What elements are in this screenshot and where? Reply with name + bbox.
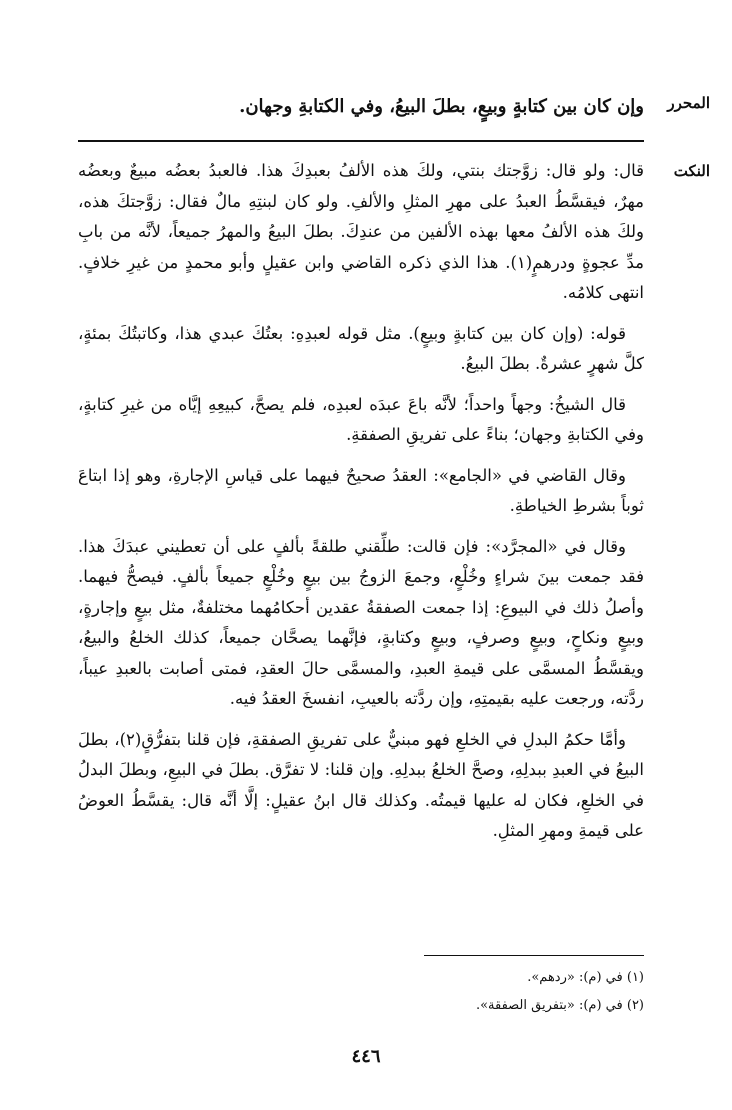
paragraph-1: قال: ولو قال: زوَّجتك بنتي، ولكَ هذه الألفُ بعبدِكَ هذا. فالعبدُ بعضُه مبيعٌ وبعضُه مهرٌ، فيقسَّطُ العبدُ على مهرِ المثلِ والألفِ. ولو كان لبنتِهِ مالٌ فقال: زوَّجتكَ هذه، ولكَ هذه الألفُ معها بهذه الألفين من عندِكَ. بطلَ البيعُ والمهرُ جميعاً، لأنَّه من بابِ مدِّ عجوةٍ ودرهمٍ(١). هذا الذي ذكره القاضي وابن عقيلٍ وأبو محمدٍ من غيرِ خلافٍ. انتهى كلامُه. [78,161,644,302]
nukat-body [78,156,644,857]
paragraph-3: قال الشيخُ: وجهاً واحداً؛ لأنَّه باعَ عبدَه لعبدِه، فلم يصحَّ، كبيعِهِ إيَّاه من غيرِ كتابةٍ، وفي الكتابةِ وجهان؛ بناءً على تفريقِ الصفقةِ. [78,394,644,444]
footnote-2: (٢) في (م): «بتفريق الصفقة». [475,998,644,1013]
muharrar-label: المحرر [667,94,710,112]
header-divider [78,140,644,142]
footnotes [78,964,644,1020]
page-number: ٤٤٦ [351,1046,381,1067]
paragraph-4: وقال القاضي في «الجامع»: العقدُ صحيحٌ فيهما على قياسِ الإجارةِ، وهو إذا ابتاعَ ثوباً بشرطِ الخياطةِ. [78,465,644,515]
paragraph-6: وأمَّا حكمُ البدلِ في الخلعِ فهو مبنيٌّ على تفريقِ الصفقةِ، فإن قلنا بتفرُّقٍ(٢)، بطلَ البيعُ في العبدِ ببدلِهِ، وصحَّ الخلعُ ببدلِهِ. وإن قلنا: لا تفرَّق. بطلَ في البيعِ، وبطلَ البدلُ في الخلعِ، فكان له عليها قيمتُه. وكذلك قال ابنُ عقيلٍ: إلَّا أنَّه قال: يقسَّطُ العوضُ على قيمةِ ومهرِ المثلِ. [78,729,644,840]
nukat-label: النكت [673,162,710,180]
muharrar-text: وإن كان بين كتابةٍ وبيعٍ، بطلَ البيعُ، وفي الكتابةِ وجهان. [239,96,644,117]
paragraph-5: وقال في «المجرَّد»: فإن قالت: طلِّقني طلقةً بألفٍ على أن تعطيني عبدَكَ هذا. فقد جمعت بينَ شراءٍ وخُلْعٍ، وجمعَ الزوجُ بين بيعٍ وخُلْعٍ جميعاً بألفٍ. فيصحُّ فيهما. وأصلُ ذلك في البيوعِ: إذا جمعت الصفقةُ عقدين أحكامُهما مختلفةٌ، مثل بيعٍ وإجارةٍ، وبيعٍ ونكاحٍ، وبيعٍ وصرفٍ، وبيعٍ وكتابةٍ، فإنَّهما يصحَّان جميعاً، كذلك الخلعُ والبيعُ، ويقسَّطُ المسمَّى على قيمةِ العبدِ، والمسمَّى حالَ العقدِ، فمتى أصابت بالعبدِ عيباً، ردَّته، ورجعت عليه بقيمتِهِ، وإن ردَّته بالعيبِ، انفسخَ العقدُ فيه. [78,536,644,708]
paragraph-2: قوله: (وإن كان بين كتابةٍ وبيعٍ). مثل قوله لعبدِهِ: بعتُكَ عبدي هذا، وكاتبتُكَ بمئةٍ، كلَّ شهرٍ عشرةٌ. بطلَ البيعُ. [78,323,644,373]
footnote-divider [424,955,644,956]
footnote-1: (١) في (م): «ردهم». [527,970,644,985]
